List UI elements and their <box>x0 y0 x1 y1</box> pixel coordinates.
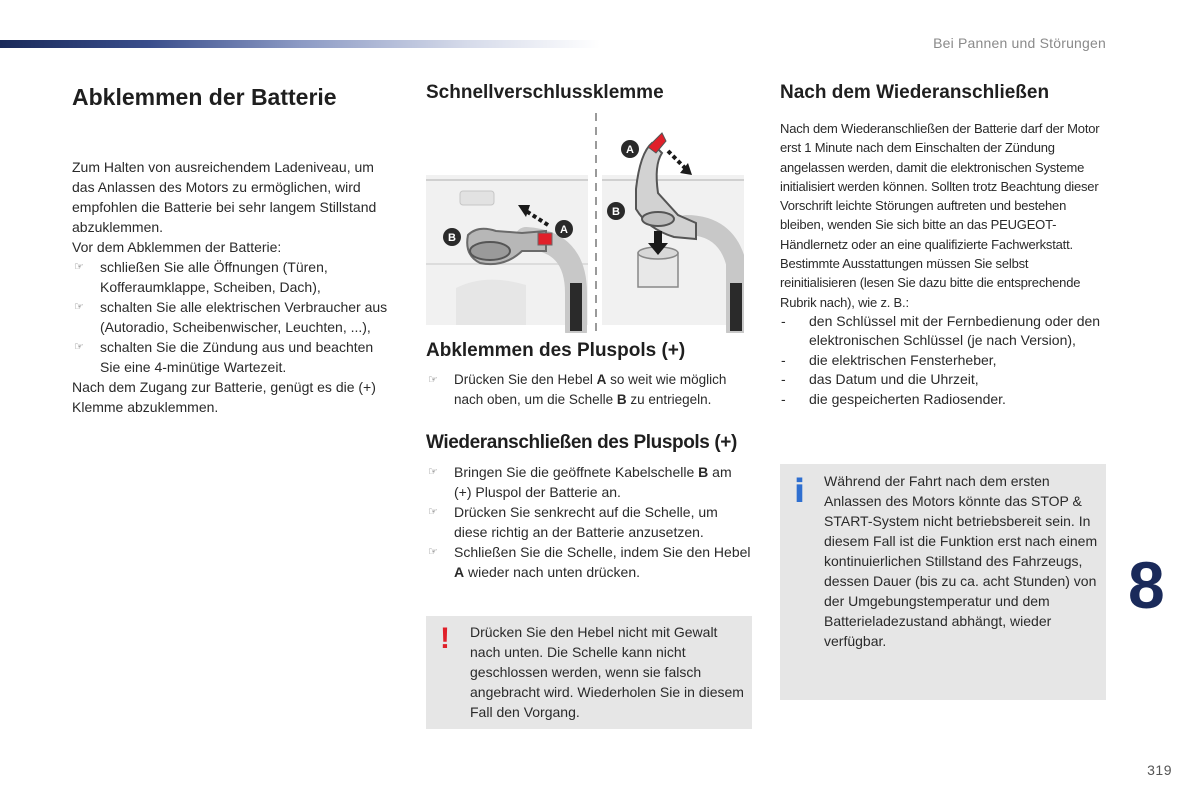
intro-paragraph: Zum Halten von ausreichendem Ladeniveau, um das Anlassen des Motors zu ermöglichen, wird empfohlen die Batterie bei sehr langem Stillstand abzuklemmen. <box>72 159 377 235</box>
label-b-left: B <box>448 232 456 244</box>
heading-quick-release-clamp: Schnellverschlussklemme <box>426 82 664 103</box>
label-a-right: A <box>626 144 634 156</box>
list-item: ☞ schalten Sie alle elektrischen Verbraucher aus (Autoradio, Scheibenwischer, Leuchten, ...), <box>74 299 388 335</box>
label-b-right: B <box>612 206 620 218</box>
header-gradient-bar <box>0 40 600 48</box>
heading-reconnect-positive: Wiederanschließen des Pluspols (+) <box>426 432 737 453</box>
heading-after-reconnect: Nach dem Wiederanschließen <box>780 82 1050 103</box>
list-item: - den Schlüssel mit der Fernbedienung oder den elektronischen Schlüssel (je nach Version), <box>781 312 1101 349</box>
pointing-hand-icon: ☞ <box>428 374 438 386</box>
list-item: ☞ Drücken Sie senkrecht auf die Schelle, um diese richtig an der Batterie anzusetzen. <box>428 504 718 540</box>
list-item: - die elektrischen Fensterheber, <box>781 351 997 368</box>
after-paragraph: Nach dem Zugang zur Batterie, genügt es die (+) Klemme abzuklemmen. <box>72 379 376 415</box>
pointing-hand-icon: ☞ <box>428 546 438 558</box>
disconnect-bullet-list <box>426 370 752 410</box>
reconnect-paragraph: Nach dem Wiederanschließen der Batterie darf der Motor erst 1 Minute nach dem Einschalten der Zündung angelassen werden, damit die elektronischen Systeme initialisiert werden können. Sollten trotz Beachtung dieser Vorschrift leichte Störungen auftreten und bestehen bleiben, wenden Sie sich bitte an das PEUGEOT-Händlernetz oder an eine qualifizierte Fachwerkstatt. <box>780 121 1100 252</box>
list-item: ☞ Schließen Sie die Schelle, indem Sie den Hebel A wieder nach unten drücken. <box>428 544 751 580</box>
heading-disconnect-positive: Abklemmen des Pluspols (+) <box>426 340 686 361</box>
list-item: ☞ Bringen Sie die geöffnete Kabelschelle B am (+) Pluspol der Batterie an. <box>428 464 732 500</box>
column-disconnect-battery <box>72 80 397 417</box>
column-after-reconnect <box>780 80 1106 409</box>
list-item: ☞ schließen Sie alle Öffnungen (Türen, Kofferaumklappe, Scheiben, Dach), <box>74 259 328 295</box>
chapter-number: 8 <box>1128 548 1165 622</box>
warning-text: Drücken Sie den Hebel nicht mit Gewalt nach unten. Die Schelle kann nicht geschlossen werden, wenn sie falsch angebracht wird. Wiederholen Sie in diesem Fall den Vorgang. <box>470 624 744 720</box>
before-bullet-list <box>72 257 397 377</box>
list-item: - das Datum und die Uhrzeit, <box>781 371 979 388</box>
reinitialise-paragraph: Bestimmte Ausstattungen müssen Sie selbst reinitialisieren (lesen Sie dazu bitte die entsprechende Rubrik nach), wie z. B.: <box>780 256 1081 310</box>
reconnect-bullet-list <box>426 462 752 582</box>
heading-disconnect-battery: Abklemmen der Batterie <box>72 84 337 110</box>
pointing-hand-icon: ☞ <box>74 341 84 353</box>
before-paragraph: Vor dem Abklemmen der Batterie: <box>72 239 282 255</box>
pointing-hand-icon: ☞ <box>428 506 438 518</box>
list-item: ☞ Drücken Sie den Hebel A so weit wie möglich nach oben, um die Schelle B zu entriegeln. <box>428 372 727 407</box>
battery-clamp-illustration <box>426 113 744 333</box>
section-disconnect-positive <box>426 338 752 410</box>
page-number: 319 <box>1147 762 1172 778</box>
pointing-hand-icon: ☞ <box>74 261 84 273</box>
label-a-left: A <box>560 224 568 236</box>
list-item: ☞ schalten Sie die Zündung aus und beachten Sie eine 4-minütige Wartezeit. <box>74 339 374 375</box>
pointing-hand-icon: ☞ <box>428 466 438 478</box>
column-quick-release-clamp <box>426 80 752 106</box>
illustration-right-panel <box>602 133 744 331</box>
illustration-left-panel <box>426 175 588 331</box>
info-icon: i <box>794 472 805 510</box>
reinitialise-list <box>780 312 1106 410</box>
warning-box <box>426 616 752 729</box>
chapter-header-title: Bei Pannen und Störungen <box>933 35 1106 51</box>
section-reconnect-positive <box>426 430 752 582</box>
pointing-hand-icon: ☞ <box>74 301 84 313</box>
list-item: - die gespeicherten Radiosender. <box>781 390 1006 407</box>
info-box <box>780 464 1106 700</box>
info-text: Während der Fahrt nach dem ersten Anlassen des Motors könnte das STOP & START-System nicht betriebsbereit sein. In diesem Fall ist die Funktion erst nach einem kontinuierlichen Stillstand des Fahrzeugs, dessen Dauer (bis zu ca. acht Stunden) von der Umgebungstemperatur und dem Batterieladezustand abhängt, wieder verfügbar. <box>824 473 1098 649</box>
exclamation-icon: ! <box>440 622 450 655</box>
